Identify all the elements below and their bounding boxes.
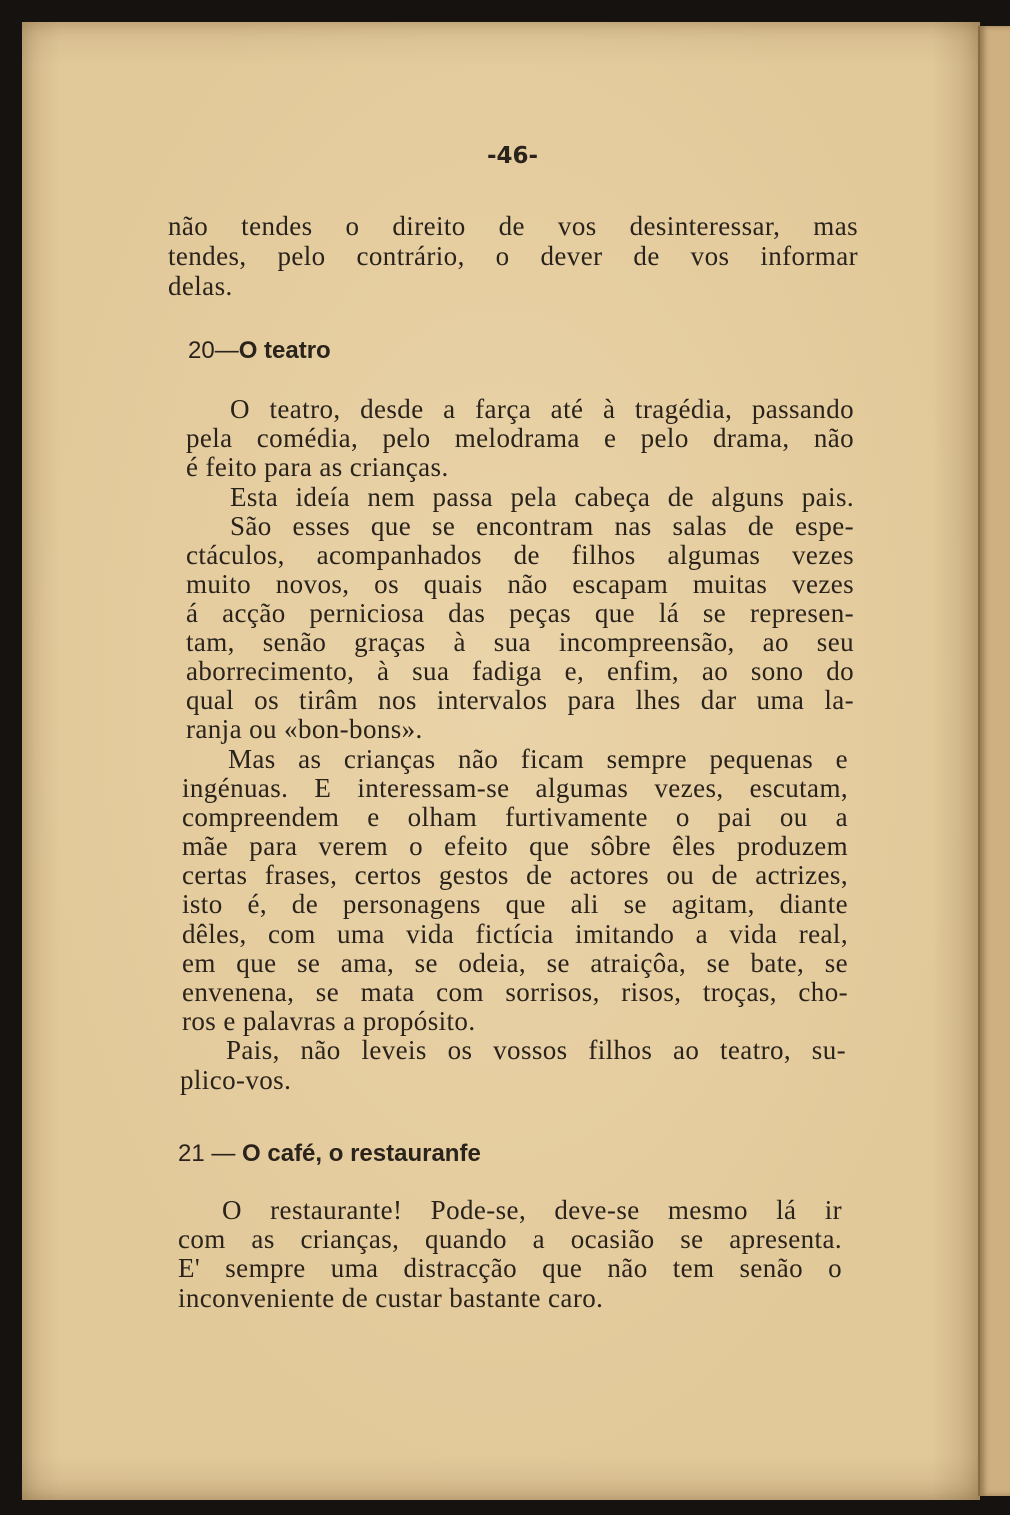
text-line: qual os tirâm nos intervalos para lhes dar uma la- <box>186 685 854 715</box>
text-line: plico-vos. <box>180 1065 292 1095</box>
text-line: Pais, não leveis os vossos filhos ao teatro, su- <box>226 1035 846 1065</box>
text-line: E' sempre uma distracção que não tem senão o <box>178 1253 842 1283</box>
text-line: O teatro, desde a farça até à tragédia, passando <box>230 394 854 424</box>
text-line: Mas as crianças não ficam sempre pequenas e <box>228 744 848 774</box>
section-number: 21 — <box>178 1140 243 1167</box>
text-line: São esses que se encontram nas salas de espe- <box>230 511 854 541</box>
text-line: O restaurante! Pode-se, deve-se mesmo lá ir <box>222 1195 842 1225</box>
text-line: isto é, de personagens que ali se agitam, diante <box>182 889 848 919</box>
text-line: não tendes o direito de vos desinteressar, mas <box>168 211 858 241</box>
text-line: compreendem e olham furtivamente o pai ou a <box>182 802 848 832</box>
section-title: O teatro <box>238 337 331 364</box>
text-line: ingénuas. E interessam-se algumas vezes, escutam, <box>182 773 848 803</box>
section-title: O café, o restauranfe <box>242 1140 481 1167</box>
text-line: tendes, pelo contrário, o dever de vos informar <box>168 241 858 271</box>
text-line: em que se ama, se odeia, se atraiçôa, se bate, se <box>182 948 848 978</box>
text-line: certas frases, certos gestos de actores ou de actrizes, <box>182 860 848 890</box>
text-line: com as crianças, quando a ocasião se apresenta. <box>178 1224 842 1254</box>
text-line: ctáculos, acompanhados de filhos algumas vezes <box>186 540 854 570</box>
section-heading-21 <box>178 1140 481 1168</box>
text-line: á acção perniciosa das peças que lá se represen- <box>186 598 854 628</box>
page-number: -46- <box>487 143 539 169</box>
text-line: aborrecimento, à sua fadiga e, enfim, ao sono do <box>186 656 854 686</box>
text-line: envenena, se mata com sorrisos, risos, troças, cho- <box>182 977 848 1007</box>
text-line: ros e palavras a propósito. <box>182 1006 476 1036</box>
text-line: muito novos, os quais não escapam muitas vezes <box>186 569 854 599</box>
text-line: ranja ou «bon-bons». <box>186 714 423 744</box>
text-line: tam, senão graças à sua incompreensão, ao seu <box>186 627 854 657</box>
text-line: inconveniente de custar bastante caro. <box>178 1283 604 1313</box>
adjacent-page-edge <box>978 26 1010 1496</box>
text-line: mãe para verem o efeito que sôbre êles produzem <box>182 831 848 861</box>
text-line: pela comédia, pelo melodrama e pelo drama, não <box>186 423 854 453</box>
text-line: dêles, com uma vida fictícia imitando a vida real, <box>182 919 848 949</box>
text-line: Esta ideía nem passa pela cabeça de alguns pais. <box>230 482 854 512</box>
text-line: delas. <box>168 271 233 301</box>
section-heading-20 <box>188 337 331 365</box>
text-line: é feito para as crianças. <box>186 452 449 482</box>
section-number: 20— <box>188 337 239 364</box>
